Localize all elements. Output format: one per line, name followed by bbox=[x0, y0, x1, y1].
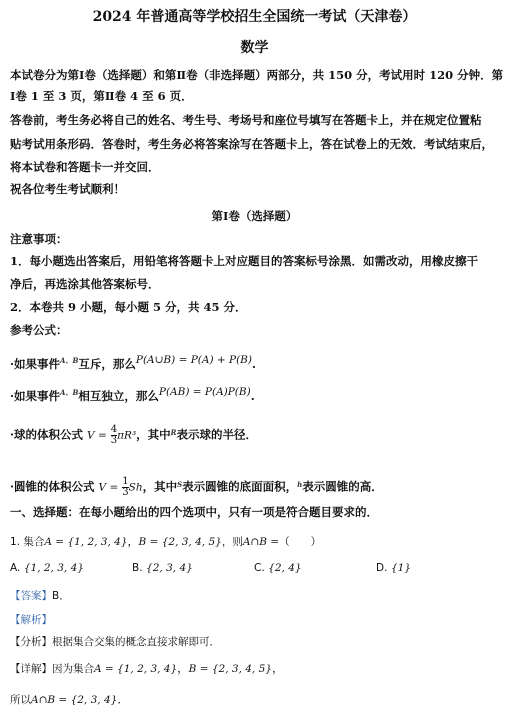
part-one-heading: 一、选择题：在每小题给出的四个选项中，只有一项是符合题目要求的． bbox=[10, 505, 378, 519]
formula-independent: ·如果事件$^{A、B}$相互独立，那么P(AB) = P(A)P(B). bbox=[10, 386, 255, 403]
intro-line-3: 答卷前，考生务必将自己的姓名、考生号、考场号和座位号填写在答题卡上，并在规定位置粘 bbox=[10, 113, 482, 127]
note-1b: 净后，再选涂其他答案标号． bbox=[10, 277, 160, 291]
option-b: B. {2, 3, 4} bbox=[132, 562, 193, 574]
exam-title: 2024 年普通高等学校招生全国统一考试（天津卷） bbox=[92, 9, 417, 25]
formula-exclusive: ·如果事件$^{A、B}$互斥，那么P(A∪B) = P(A) + P(B). bbox=[10, 354, 257, 371]
option-c: C. {2, 4} bbox=[254, 562, 302, 574]
subject-title: 数学 bbox=[240, 40, 269, 56]
section-title: 第Ⅰ卷（选择题） bbox=[211, 209, 298, 223]
formulas-heading: 参考公式： bbox=[10, 323, 68, 337]
analysis-conclusion: 所以A∩B = {2, 3, 4}． bbox=[10, 692, 129, 706]
formula-cone: ·圆锥的体积公式 V = $\frac{1}{3}$ Sh，其中$^S$表示圆锥的底面面积，$^h$表示圆锥的高． bbox=[10, 476, 383, 498]
analysis-fenxi: 【分析】根据集合交集的概念直接求解即可． bbox=[10, 636, 220, 648]
answer-line: 【答案】B． bbox=[10, 590, 70, 602]
analysis-detail: 【详解】因为集合A = {1, 2, 3, 4}，B = {2, 3, 4, 5}， bbox=[10, 661, 284, 675]
notes-heading: 注意事项： bbox=[10, 232, 68, 246]
intro-line-4: 贴考试用条形码．答卷时，考生务必将答案涂写在答题卡上，答在试卷上的无效．考试结束后， bbox=[10, 137, 493, 151]
note-2: 2．本卷共 9 小题，每小题 5 分，共 45 分． bbox=[10, 300, 247, 314]
answer-tag: 【答案】 bbox=[10, 590, 52, 602]
intro-line-1: 本试卷分为第Ⅰ卷（选择题）和第Ⅱ卷（非选择题）两部分，共 150 分，考试用时 120 分钟．第 bbox=[10, 68, 504, 82]
option-a: A. {1, 2, 3, 4} bbox=[10, 562, 84, 574]
analysis-tag: 【解析】 bbox=[10, 614, 52, 626]
note-1a: 1．每小题选出答案后，用铅笔将答题卡上对应题目的答案标号涂黑．如需改动，用橡皮擦干 bbox=[10, 254, 478, 268]
intro-line-5: 将本试卷和答题卡一并交回． bbox=[10, 160, 160, 174]
question-1: 1. 集合A = {1, 2, 3, 4}，B = {2, 3, 4, 5}，则A∩B =（ ） bbox=[10, 535, 322, 548]
formula-sphere: ·球的体积公式 V = $\frac{4}{3}$ πR³，其中$^R$表示球的半径． bbox=[10, 424, 257, 446]
intro-line-2: Ⅰ卷 1 至 3 页，第Ⅱ卷 4 至 6 页． bbox=[10, 89, 193, 103]
intro-line-6: 祝各位考生考试顺利！ bbox=[10, 182, 125, 196]
analysis-tag-line bbox=[10, 612, 501, 628]
option-d: D. {1} bbox=[376, 562, 411, 574]
